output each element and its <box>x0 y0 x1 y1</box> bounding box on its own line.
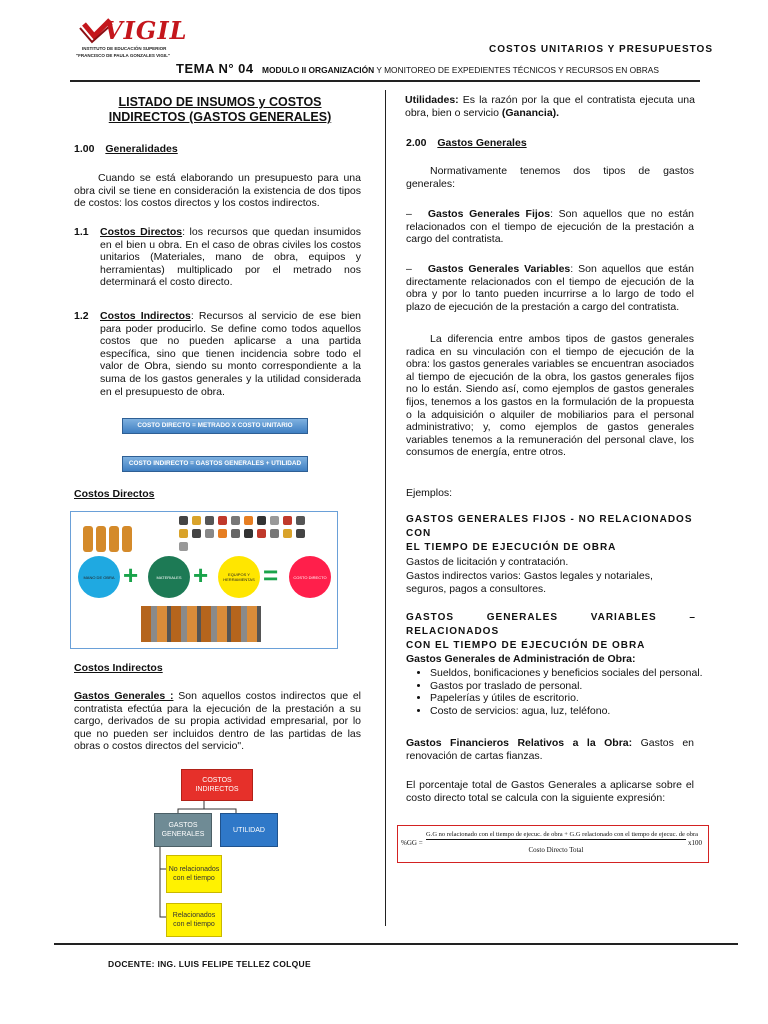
tool-icon <box>205 529 214 538</box>
costos-indirectos-term: Costos Indirectos <box>100 310 191 322</box>
tool-icon <box>270 516 279 525</box>
tool-icon <box>218 529 227 538</box>
circle-equipos: EQUIPOS Y HERRAMIENTAS <box>218 556 260 598</box>
circle-mano-de-obra: MANO DE OBRA <box>78 556 120 598</box>
gastos-financieros <box>406 737 694 762</box>
gastos-generales-text: Son aquellos costos indirectos que el contratista efectúa para la ejecución de la prestación a su cargo, derivados de su propia actividad empresarial, por lo que no pueden ser incluidos dentro de las partidas de las obras o costos directos del servicio". <box>74 690 361 753</box>
plus-icon: + <box>123 560 139 590</box>
gastos-fijos-term: Gastos Generales Fijos <box>427 208 551 220</box>
section-1-2-number: 1.2 <box>74 310 89 322</box>
costos-indirectos-definition <box>100 310 361 398</box>
org-costos-indirectos: COSTOS INDIRECTOS <box>181 769 253 801</box>
tool-icon <box>192 516 201 525</box>
tool-icon <box>296 529 305 538</box>
costos-directos-definition <box>100 226 361 289</box>
dash-variables: – <box>406 263 412 275</box>
list-item: • Papelerías y útiles de escritorio. <box>430 692 716 705</box>
dash-fijos: – <box>406 208 412 220</box>
org-gastos-generales: GASTOS GENERALES <box>154 813 212 847</box>
list-item: • Gastos por traslado de personal. <box>430 680 716 693</box>
tool-icon <box>244 516 253 525</box>
tool-icon <box>179 542 188 551</box>
formula-costo-directo: COSTO DIRECTO = METRADO X COSTO UNITARIO <box>122 418 308 434</box>
tool-icon <box>231 529 240 538</box>
org-relacionados: Relacionados con el tiempo <box>166 903 222 937</box>
circle-materiales: MATERIALES <box>148 556 190 598</box>
costos-directos-text: : los recursos que quedan insumidos en el bien u obra. En el caso de obras civiles los costos unitarios (Materiales, mano de obra, equipos y herramientas) multiplicado por el metrado nos determinará el costo directo. <box>100 226 362 289</box>
costos-indirectos-heading: Costos Indirectos <box>74 662 163 674</box>
formula-costo-indirecto: COSTO INDIRECTO = GASTOS GENERALES + UTILIDAD <box>122 456 308 472</box>
tool-icon <box>283 516 292 525</box>
heading-gg-fijos-line1: GASTOS GENERALES FIJOS - NO RELACIONADOS CON <box>406 514 693 539</box>
materials-image <box>141 606 261 642</box>
section-1-1-number: 1.1 <box>74 226 89 238</box>
formula-denominator: Costo Directo Total <box>528 846 584 854</box>
admin-obra-title: Gastos Generales de Administración de Obra: <box>406 653 636 665</box>
formula-lhs: %GG = <box>401 839 423 847</box>
section-1-title: Generalidades <box>105 143 178 155</box>
logo-wordmark: VIGIL <box>104 16 188 45</box>
porcentaje-paragraph: El porcentaje total de Gastos Generales a aplicarse sobre el costo directo total se calcula con la siguiente expresión: <box>406 779 694 804</box>
section-1-number: 1.00 <box>74 143 95 155</box>
gg-formula <box>397 825 709 863</box>
list-item: • Costo de servicios: agua, luz, teléfono. <box>430 705 716 718</box>
header-divider <box>70 80 700 82</box>
circle-costo-directo: COSTO DIRECTO <box>289 556 331 598</box>
equals-icon: = <box>263 560 279 590</box>
fijos-example-1: Gastos de licitación y contratación. <box>406 556 569 568</box>
utilidades-text: Es la razón por la que el contratista ejecuta una obra, bien o servicio <box>405 94 695 119</box>
utilidades-term: Utilidades: <box>405 94 459 106</box>
tool-icon <box>244 529 253 538</box>
heading-gg-fijos-line2: EL TIEMPO DE EJECUCIÓN DE OBRA <box>406 542 617 553</box>
section-2-heading <box>406 137 527 150</box>
module-title <box>262 65 659 75</box>
plus-icon: + <box>193 560 209 590</box>
costos-directos-heading: Costos Directos <box>74 488 155 500</box>
gastos-fijos-definition <box>406 208 694 246</box>
ejemplos-label: Ejemplos: <box>406 487 453 499</box>
workers-image <box>83 526 132 552</box>
diferencia-paragraph: La diferencia entre ambos tipos de gastos generales radica en su vinculación con el tiempo de ejecución de la obra: los gastos generales variables se encuentran asociados al tiempo de ejecución de la obra, los gastos generales fijos no lo están. Siendo así, como ejemplos de gastos generales fijos, tenemos a los gastos en la formulación de la propuesta o la adquisición o alquiler de mobiliarios para el personal administrativo; y, como ejemplos de gastos generales variables tenemos a la remuneración del personal clave, los consumos de energía, entre otros. <box>406 333 694 459</box>
docente-footer: DOCENTE: ING. LUIS FELIPE TELLEZ COLQUE <box>108 959 311 969</box>
logo-subtitle: INSTITUTO DE EDUCACIÓN SUPERIOR <box>82 46 167 51</box>
tool-icon <box>179 529 188 538</box>
costos-indirectos-text: : Recursos al servicio de ese bien para poder producirlo. Se define como todos aquellos costos que no pueden aplicarse a una partida específica, sino que tienen incidencia sobre todo el valor de Obra, siendo su monto correspondiente a la suma de los gastos generales y la utilidad considerada en el presupuesto de obra. <box>100 310 361 398</box>
gastos-variables-definition <box>406 263 694 313</box>
course-title: COSTOS UNITARIOS Y PRESUPUESTOS <box>489 44 714 55</box>
page-title-line1: LISTADO DE INSUMOS y COSTOS <box>118 95 322 109</box>
tool-icon <box>218 516 227 525</box>
admin-obra-list <box>408 667 716 717</box>
worker-icon <box>83 526 93 552</box>
formula-numerator: G.G no relacionado con el tiempo de ejecuc. de obra + G.G relacionado con el tiempo de ejecuc. de obra <box>426 831 699 838</box>
gastos-financieros-text: Gastos en renovación de cartas fianzas. <box>406 737 695 762</box>
gastos-generales-definition <box>74 690 361 753</box>
formula-multiplier: x100 <box>688 839 702 847</box>
tools-image <box>179 516 305 551</box>
tool-icon <box>270 529 279 538</box>
heading-gg-variables-line2: CON EL TIEMPO DE EJECUCIÓN DE OBRA <box>406 640 646 651</box>
tool-icon <box>205 516 214 525</box>
heading-gg-variables <box>406 611 696 653</box>
section-2-number: 2.00 <box>406 137 427 149</box>
column-divider <box>385 90 386 926</box>
normativa-paragraph: Normativamente tenemos dos tipos de gastos generales: <box>406 165 694 190</box>
intro-paragraph: Cuando se está elaborando un presupuesto para una obra civil se tiene en consideración la existencia de dos tipos de costos: los costos directos y los costos indirectos. <box>74 172 361 210</box>
tool-icon <box>283 529 292 538</box>
utilidades-definition <box>405 94 695 119</box>
costos-directos-term: Costos Directos <box>100 226 183 238</box>
module-title-bold: MODULO II ORGANIZACIÓN <box>262 65 375 75</box>
gastos-fijos-text: : Son aquellos que no están relacionados con el tiempo de ejecución de la prestación a cargo del contratista. <box>406 208 694 246</box>
heading-gg-fijos <box>406 513 696 555</box>
fijos-example-2: Gastos indirectos varios: Gastos legales y notariales, seguros, pagos a consultores. <box>406 570 653 595</box>
section-2-title: Gastos Generales <box>437 137 527 149</box>
org-no-relacionados: No relacionados con el tiempo <box>166 855 222 893</box>
gastos-variables-text: : Son aquellos que están directamente relacionados con el tiempo de ejecución de la obra y por lo tanto pueden incurrirse a lo largo de todo el plazo de ejecución de la prestación a cargo del contratista. <box>406 263 694 313</box>
module-title-rest: Y MONITOREO DE EXPEDIENTES TÉCNICOS Y RECURSOS EN OBRAS <box>374 65 659 75</box>
section-1-heading <box>74 143 178 156</box>
page-title-line2: INDIRECTOS (GASTOS GENERALES) <box>108 110 332 124</box>
tool-icon <box>257 529 266 538</box>
tool-icon <box>192 529 201 538</box>
gastos-variables-term: Gastos Generales Variables <box>427 263 571 275</box>
tema-number: TEMA N° 04 <box>176 61 254 76</box>
tool-icon <box>231 516 240 525</box>
worker-icon <box>96 526 106 552</box>
footer-divider <box>54 943 738 945</box>
gastos-financieros-term: Gastos Financieros Relativos a la Obra: <box>406 737 633 749</box>
logo-subtitle-2: "FRANCISCO DE PAULA GONZALES VIGIL" <box>76 53 171 58</box>
tool-icon <box>296 516 305 525</box>
worker-icon <box>109 526 119 552</box>
tool-icon <box>257 516 266 525</box>
costos-directos-figure <box>70 511 338 649</box>
worker-icon <box>122 526 132 552</box>
page-title <box>100 95 340 125</box>
list-item: • Sueldos, bonificaciones y beneficios sociales del personal. <box>430 667 716 680</box>
gastos-generales-term: Gastos Generales : <box>74 690 174 702</box>
heading-gg-variables-line1: GASTOS GENERALES VARIABLES – RELACIONADOS <box>406 612 696 637</box>
tool-icon <box>179 516 188 525</box>
utilidades-bold: (Ganancia). <box>501 106 560 119</box>
org-utilidad: UTILIDAD <box>220 813 278 847</box>
